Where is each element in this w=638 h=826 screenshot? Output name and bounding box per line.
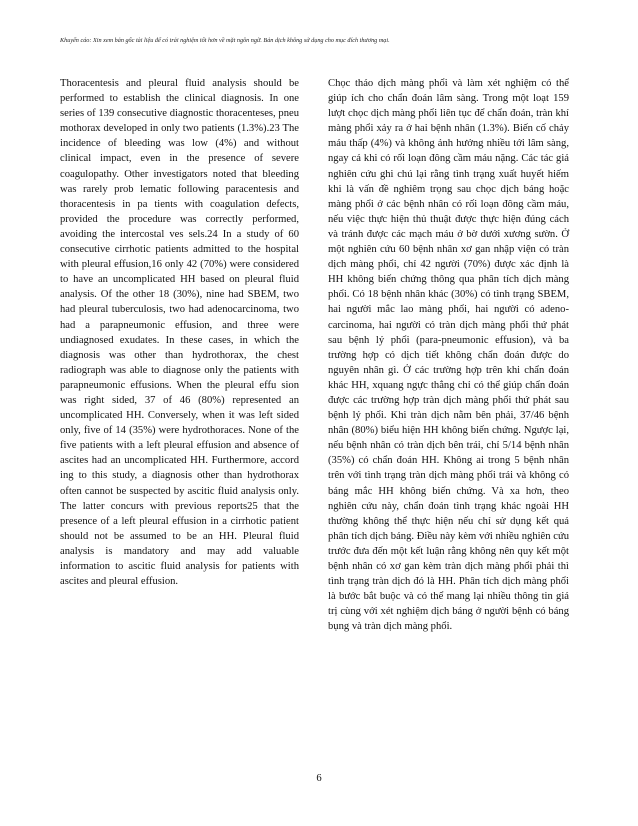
- translation-disclaimer: Khuyến cáo: Xin xem bản gốc tài liệu để có trải nghiệm tốt hơn về mặt ngôn ngữ. Bản dịch không sử dụng cho mục đích thương mại.: [60, 37, 390, 44]
- english-column-text: Thoracentesis and pleural fluid analysis should be performed to establish the clinical diagnosis. In one series of 139 consecutive diagnostic thoracenteses, pneu mothorax developed in only two patients (1.3%).23 The incidence of bleeding was low (4%) and without clinical impact, even in the presence of severe coagulopathy. Other investigators noted that bleeding was rarely prob lematic following paracentesis and thoracentesis in pa tients with coagulation defects, provided the procedure was correctly performed, avoiding the intercostal ves sels.24 In a study of 60 consecutive cirrhotic patients admitted to the hospital with pleural effusion,16 only 42 (70%) were considered to have an uncomplicated HH based on pleural fluid analysis. Of the other 18 (30%), nine had SBEM, two had pleural tuberculosis, two had adenocarcinoma, two had a parapneumonic effusion, and three were undiagnosed exudates. In these cases, in which the diagnosis was other than hydrothorax, the chest radiograph was able to diagnose only the patients with parapneumonic effusions. When the pleural effu sion was right sided, 37 of 46 (80%) represented an uncomplicated HH. Conversely, when it was left sided only, five of 14 (35%) were hydrothoraces. None of the five patients with a left pleural effusion and absence of ascites had an uncomplicated HH. Furthermore, accord ing to this study, a diagnosis other than hydrothorax often cannot be suspected by ascitic fluid analysis only. The latter concurs with previous reports25 that the presence of a left pleural effusion in a cirrhotic patient should not be assumed to be an HH. Pleural fluid analysis is mandatory and may add valuable information to ascitic fluid analysis for patients with ascites and pleural effusion.: [60, 78, 299, 588]
- page-number: 6: [316, 773, 322, 784]
- vietnamese-column-text: Chọc tháo dịch màng phổi và làm xét nghiệm có thể giúp ích cho chẩn đoán lâm sàng. Trong một loạt 159 lượt chọc dịch màng phổi liên tục để chẩn đoán, tràn khí màng phổi xảy ra ở hai bệnh nhân (1.3%). Biến cố chảy máu thấp (4%) và không ảnh hưởng nhiều tới lâm sàng, ngay cả khi có rối loạn đông cầm máu nặng. Các tác giả nghiên cứu ghi chú lại rằng tình trạng xuất huyết hiếm khi là vấn đề nghiêm trọng sau chọc dịch báng hoặc màng phổi ở các bệnh nhân có rối loạn đông cầm máu, nếu việc thực hiện thủ thuật được thực hiện đúng cách và tránh được các mạch máu ở bờ dưới xương sườn. Ở một nghiên cứu 60 bệnh nhân xơ gan nhập viện có tràn dịch màng phổi, chỉ 42 người (70%) được xác định là HH không biến chứng thông qua phân tích dịch màng phổi. Có 18 bệnh nhân khác (30%) có tình trạng SBEM, hai người mắc lao màng phổi, hai người có adeno-carcinoma, hai người có tràn dịch màng phổi thứ phát sau bệnh lý phổi (para-pneumonic effusion), và ba trường hợp có dịch tiết không chẩn đoán được do nguyên nhân gì. Ở các trường hợp trên khi chẩn đoán khác HH, xquang ngực thẳng chỉ có thể giúp chẩn đoán được các trường hợp tràn dịch màng phổi thứ phát sau bệnh lý phổi. Khi tràn dịch nằm bên phải, 37/46 bệnh nhân (80%) biểu hiện HH không biến chứng. Ngược lại, nếu bệnh nhân có tràn dịch bên trái, chỉ 5/14 bệnh nhân (35%) có chẩn đoán HH. Không ai trong 5 bệnh nhân trên với tình trạng tràn dịch màng phổi trái và không có báng mắc HH không biến chứng. Và xa hơn, theo nghiên cứu này, chẩn đoán tình trạng khác ngoài HH thường không thể thực hiện nếu chỉ sử dụng kết quả phân tích dịch báng. Điều này kèm với nhiều nghiên cứu trước đưa đến một kết luận rằng không nên quy kết một bệnh nhân có xơ gan kèm tràn dịch màng phổi phải thì tình trạng tràn dịch đó là HH. Phân tích dịch màng phổi là bước bắt buộc và có thể mang lại nhiều thông tin giá trị cùng với xét nghiệm dịch báng ở người bệnh có báng bụng và tràn dịch màng phổi.: [328, 78, 569, 633]
